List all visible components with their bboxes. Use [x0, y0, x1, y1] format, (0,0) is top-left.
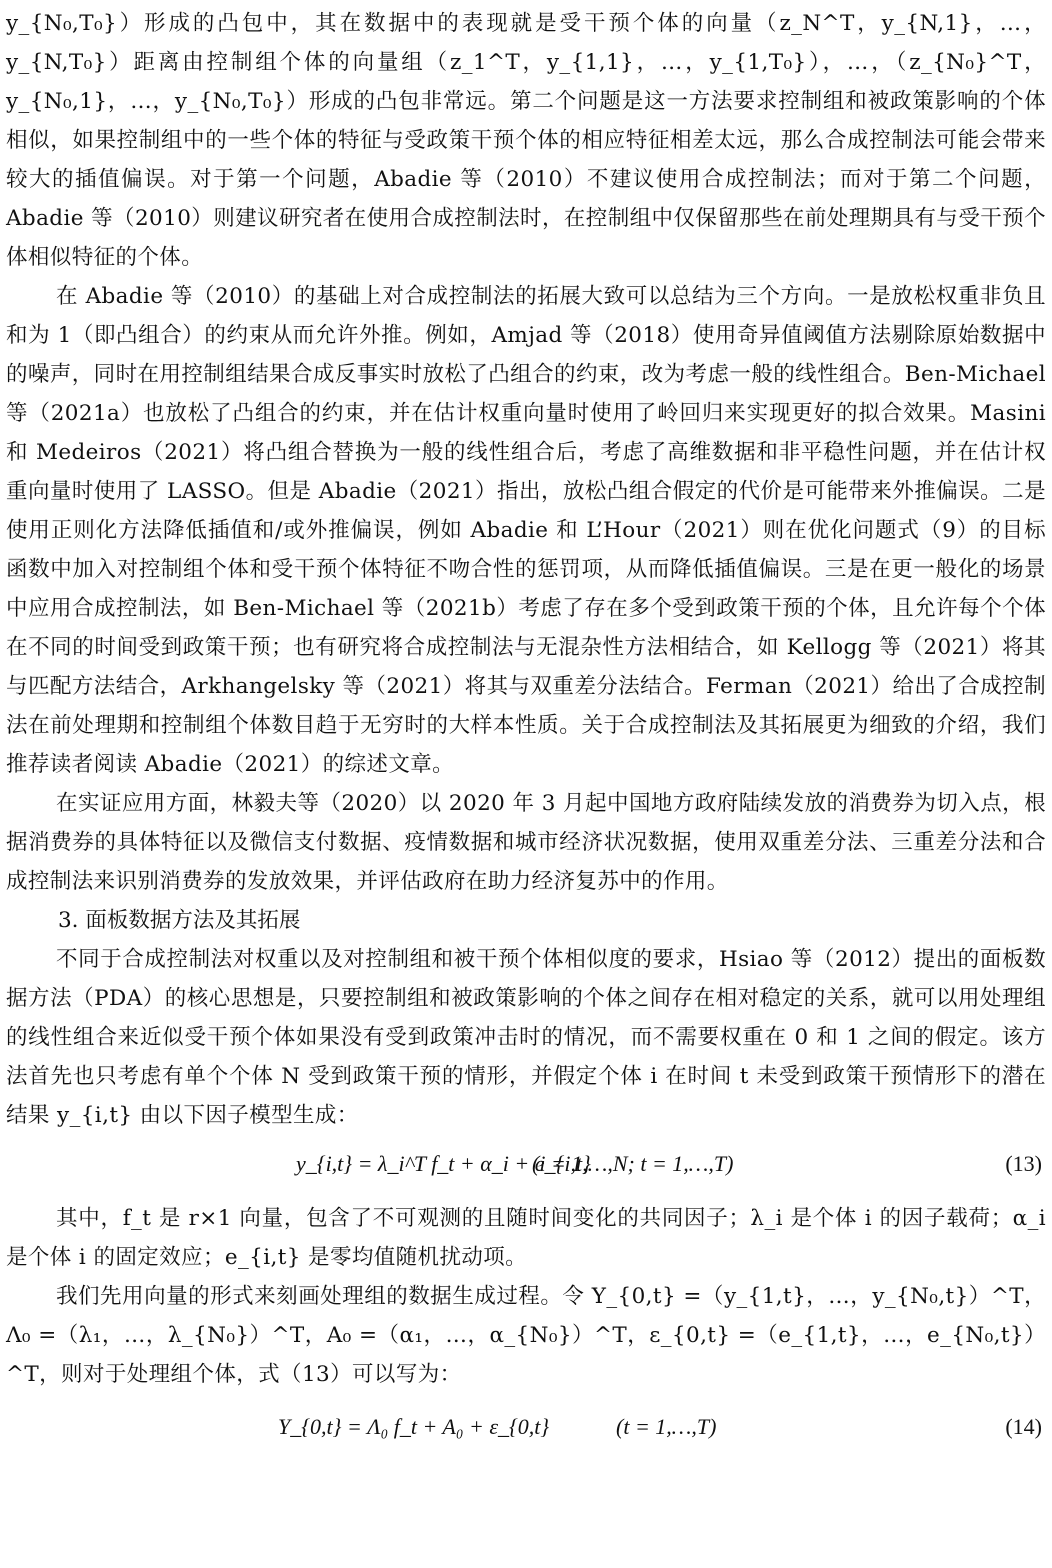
equation-13	[6, 1141, 1046, 1195]
equation-13-number: (13)	[1005, 1151, 1042, 1176]
equation-14-number: (14)	[1005, 1414, 1042, 1439]
paragraph-3: 在实证应用方面，林毅夫等（2020）以 2020 年 3 月起中国地方政府陆续发放的消费券为切入点，根据消费券的具体特征以及微信支付数据、疫情数据和城市经济状况数据，使用双重差分法、三重差分法和合成控制法来识别消费券的发放效果，并评估政府在助力经济复苏中的作用。	[6, 791, 1046, 894]
paper-page	[6, 4, 1046, 1458]
paragraph-2: 在 Abadie 等（2010）的基础上对合成控制法的拓展大致可以总结为三个方向。一是放松权重非负且和为 1（即凸组合）的约束从而允许外推。例如，Amjad 等（2018）使用奇异值阈值方法剔除原始数据中的噪声，同时在用控制组结果合成反事实时放松了凸组合的约束，改为考虑一般的线性组合。Ben-Michael 等（2021a）也放松了凸组合的约束，并在估计权重向量时使用了岭回归来实现更好的拟合效果。Masini 和 Medeiros（2021）将凸组合替换为一般的线性组合后，考虑了高维数据和非平稳性问题，并在估计权重向量时使用了 LASSO。但是 Abadie（2021）指出，放松凸组合假定的代价是可能带来外推偏误。二是使用正则化方法降低插值和/或外推偏误，例如 Abadie 和 L’Hour（2021）则在优化问题式（9）的目标函数中加入对控制组个体和受干预个体特征不吻合性的惩罚项，从而降低插值偏误。三是在更一般化的场景中应用合成控制法，如 Ben-Michael 等（2021b）考虑了存在多个受到政策干预的个体，且允许每个个体在不同的时间受到政策干预；也有研究将合成控制法与无混杂性方法相结合，如 Kellogg 等（2021）将其与匹配方法结合，Arkhangelsky 等（2021）将其与双重差分法结合。Ferman（2021）给出了合成控制法在前处理期和控制组个体数目趋于无穷时的大样本性质。关于合成控制法及其拓展更为细致的介绍，我们推荐读者阅读 Abadie（2021）的综述文章。	[6, 284, 1046, 777]
paragraph-5: 其中，f_t 是 r×1 向量，包含了不可观测的且随时间变化的共同因子；λ_i 是个体 i 的因子载荷；α_i 是个体 i 的固定效应；e_{i,t} 是零均值随机扰动项。	[6, 1206, 1046, 1270]
paragraph-4: 不同于合成控制法对权重以及对控制组和被干预个体相似度的要求，Hsiao 等（2012）提出的面板数据方法（PDA）的核心思想是，只要控制组和被政策影响的个体之间存在相对稳定的关系，就可以用处理组的线性组合来近似受干预个体如果没有受到政策冲击时的情况，而不需要权重在 0 和 1 之间的假定。该方法首先也只考虑有单个个体 N 受到政策干预的情形，并假定个体 i 在时间 t 未受到政策干预情形下的潜在结果 y_{i,t} 由以下因子模型生成：	[6, 947, 1046, 1128]
paragraph-1: y_{N₀,T₀}）形成的凸包中，其在数据中的表现就是受干预个体的向量（z_N^T，y_{N,1}，…，y_{N,T₀}）距离由控制组个体的向量组（z_1^T，y_{1,1}，…，y_{1,T₀}），…，（z_{N₀}^T，y_{N₀,1}，…，y_{N₀,T₀}）形成的凸包非常远。第二个问题是这一方法要求控制组和被政策影响的个体相似，如果控制组中的一些个体的特征与受政策干预个体的相应特征相差太远，那么合成控制法可能会带来较大的插值偏误。对于第一个问题，Abadie 等（2010）不建议使用合成控制法；而对于第二个问题，Abadie 等（2010）则建议研究者在使用合成控制法时，在控制组中仅保留那些在前处理期具有与受干预个体相似特征的个体。	[6, 11, 1046, 270]
equation-14-formula: Y_{0,t} = Λ₀ f_t + A₀ + ε_{0,t}	[278, 1414, 550, 1439]
paragraph-6: 我们先用向量的形式来刻画处理组的数据生成过程。令 Y_{0,t} =（y_{1,t}，…，y_{N₀,t}）^T，Λ₀ =（λ₁，…，λ_{N₀}）^T，A₀ =（α₁，…，α_{N₀}）^T，ε_{0,t} =（e_{1,t}，…，e_{N₀,t}）^T，则对于处理组个体，式（13）可以写为：	[6, 1284, 1046, 1387]
equation-13-condition: (i = 1,…,N; t = 1,…,T)	[532, 1151, 734, 1176]
equation-13-formula: y_{i,t} = λ_i^T f_t + α_i + e_{i,t}	[296, 1151, 591, 1176]
equation-14-condition: (t = 1,…,T)	[616, 1414, 717, 1439]
equation-14	[6, 1404, 1046, 1458]
section-heading: 3. 面板数据方法及其拓展	[58, 908, 301, 933]
